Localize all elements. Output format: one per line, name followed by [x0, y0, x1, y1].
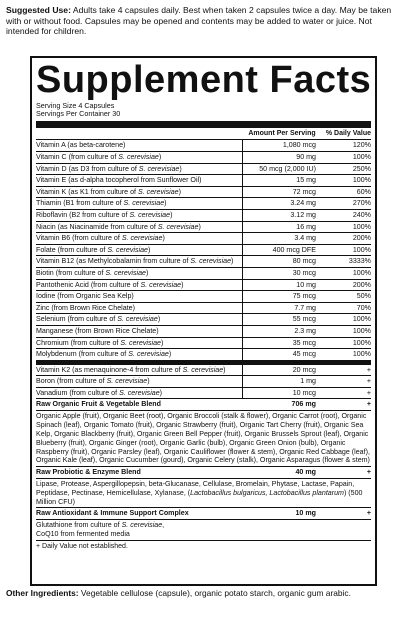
nutrient-row	[36, 388, 371, 400]
nutrient-amount: 3.12 mg	[242, 210, 322, 221]
nutrient-amount: 72 mcg	[242, 187, 322, 198]
other-ingredients-label: Other Ingredients:	[6, 588, 79, 598]
servings-per-container: Servings Per Container 30	[36, 109, 121, 119]
nutrient-name: Iodine (from Organic Sea Kelp)	[36, 292, 134, 301]
blend-name: Raw Organic Fruit & Vegetable Blend	[36, 400, 161, 409]
nutrient-name: Vitamin B6 (from culture of S. cerevisiae)	[36, 234, 165, 243]
nutrient-row	[36, 314, 371, 326]
nutrient-dv: 100%	[352, 268, 371, 277]
blend-ingredients	[36, 520, 371, 541]
nutrient-name: Vitamin K (as K1 from culture of S. cerevisiae)	[36, 187, 181, 196]
nutrient-row	[36, 326, 371, 338]
blend-header	[36, 467, 371, 478]
nutrient-name: Boron (from culture of S. cerevisiae)	[36, 377, 150, 386]
nutrient-amount: 400 mcg DFE	[242, 245, 322, 256]
other-ingredients-text: Vegetable cellulose (capsule), organic potato starch, organic gum arabic.	[78, 588, 351, 598]
nutrient-amount: 3.4 mg	[242, 233, 322, 244]
nutrient-row	[36, 280, 371, 292]
nutrient-row	[36, 365, 371, 377]
blend-name: Raw Antioxidant & Immune Support Complex	[36, 509, 189, 518]
nutrient-row	[36, 222, 371, 234]
blend-text-italic: Lactobacillus bulgaricus, Lactobacillus plantarum	[190, 488, 344, 497]
blend-text: Lipase, Protease, Aspergillopepsin, beta-Glucanase, Cellulase, Bromelain, Phytase, Lactase, Papain, Peptidase, Pectinase, Hemicellulase, Xylanase, (	[36, 479, 355, 497]
nutrient-row	[36, 376, 371, 388]
blend-text-italic: S. cerevisiae	[121, 520, 163, 529]
nutrient-row	[36, 175, 371, 187]
nutrient-row	[36, 268, 371, 280]
nutrient-name: Vanadium (from culture of S. cerevisiae)	[36, 388, 163, 397]
nutrient-dv: 270%	[352, 199, 371, 208]
nutrient-dv: 240%	[352, 210, 371, 219]
nutrient-name: Biotin (from culture of S. cerevisiae)	[36, 268, 149, 277]
nutrient-amount: 55 mcg	[242, 314, 322, 325]
dv-header: % Daily Value	[325, 129, 371, 137]
blend-header	[36, 399, 371, 410]
nutrient-name: Riboflavin (B2 from culture of S. cerevisiae)	[36, 210, 173, 219]
nutrient-amount: 35 mcg	[242, 338, 322, 349]
nutrient-row	[36, 291, 371, 303]
nutrient-amount: 50 mcg (2,000 IU)	[242, 164, 322, 175]
nutrient-row	[36, 198, 371, 210]
nutrient-amount: 10 mg	[242, 280, 322, 291]
blend-amount: 10 mg	[295, 509, 316, 518]
nutrient-dv: 250%	[352, 164, 371, 173]
nutrient-row	[36, 164, 371, 176]
nutrient-dv: 100%	[352, 176, 371, 185]
nutrient-dv: 100%	[352, 315, 371, 324]
supplement-facts-panel	[30, 56, 377, 586]
nutrient-row	[36, 140, 371, 152]
nutrient-row	[36, 187, 371, 199]
nutrient-amount: 80 mcg	[242, 256, 322, 267]
nutrient-dv: 100%	[352, 222, 371, 231]
nutrient-name: Vitamin C (from culture of S. cerevisiae)	[36, 153, 162, 161]
nutrient-amount: 75 mcg	[242, 291, 322, 302]
nutrient-row	[36, 349, 371, 361]
nutrient-dv: +	[366, 365, 371, 374]
blend-dv: +	[366, 468, 371, 477]
blend-dv: +	[366, 509, 371, 518]
blend-text: Glutathione from culture of	[36, 520, 122, 529]
nutrient-dv: 200%	[352, 234, 371, 243]
nutrient-name: Pantothenic Acid (from culture of S. cerevisiae)	[36, 280, 184, 289]
nutrient-amount: 2.3 mg	[242, 326, 322, 337]
nutrient-amount: 15 mg	[242, 175, 322, 186]
blend-dv: +	[366, 400, 371, 409]
nutrient-row	[36, 256, 371, 268]
nutrient-dv: 70%	[356, 303, 371, 312]
nutrient-amount: 3.24 mg	[242, 198, 322, 209]
amount-header: Amount Per Serving	[248, 129, 316, 137]
nutrient-dv: 100%	[352, 153, 371, 161]
blend-ingredients: Organic Apple (fruit), Organic Beet (root), Organic Broccoli (stalk & flower), Organic Carrot (root), Organic Spinach (leaf), Organic Tomato (fruit), Organic Strawberry (fruit), Organic Tart Cherry (fruit), Organic Sea Kelp, Organic Blackberry (fruit), Organic Green Bell Pepper (fruit), Organic Brussels Sprout (leaf), Organic Blueberry (fruit), Organic Ginger (root), Organic Garlic (bulb), Organic Green Onion (bulb), Organic Raspberry (fruit), Organic Parsley (leaf), Organic Cauliflower (flower & stem), Organic Red Cabbage (leaf), Organic Kale (leaf), Organic Cucumber (gourd), Organic Celery (stalk), Organic Asparagus (flower & stem)	[36, 411, 371, 467]
blend-text: ) (500 Million CFU)	[36, 488, 363, 506]
nutrient-name: Vitamin A (as beta-carotene)	[36, 141, 126, 150]
other-ingredients	[6, 588, 400, 598]
nutrient-row	[36, 210, 371, 222]
blend-amount: 40 mg	[295, 468, 316, 477]
nutrient-name: Zinc (from Brown Rice Chelate)	[36, 303, 135, 312]
nutrient-name: Folate (from culture of S. cerevisiae)	[36, 245, 151, 254]
nutrient-dv: 100%	[352, 326, 371, 335]
nutrient-amount: 10 mcg	[242, 388, 322, 399]
nutrient-dv: +	[366, 377, 371, 386]
nutrient-dv: 100%	[352, 350, 371, 359]
other-nutrient-list	[36, 365, 371, 400]
suggested-use-text: Adults take 4 capsules daily. Best when taken 2 capsules twice a day. May be taken with or without food. Capsules may be opened and contents may be added to water or juice. Not intended for children.	[6, 5, 392, 37]
nutrient-row	[36, 233, 371, 245]
nutrient-name: Manganese (from Brown Rice Chelate)	[36, 326, 159, 335]
nutrient-name: Thiamin (B1 from culture of S. cerevisiae)	[36, 199, 167, 208]
blend-text: ,	[162, 520, 165, 529]
thick-divider	[36, 121, 371, 128]
nutrient-name: Molybdenum (from culture of S. cerevisiae)	[36, 350, 172, 359]
nutrient-amount: 16 mg	[242, 222, 322, 233]
blend-ingredients	[36, 479, 371, 509]
nutrient-dv: 120%	[352, 141, 371, 150]
nutrient-amount: 20 mcg	[242, 365, 322, 376]
nutrient-dv: 60%	[356, 187, 371, 196]
nutrient-dv: 3333%	[348, 257, 371, 266]
nutrient-name: Vitamin E (as d-alpha tocopherol from Sunflower Oil)	[36, 176, 202, 185]
nutrient-amount: 1 mg	[242, 376, 322, 387]
nutrient-row	[36, 338, 371, 350]
suggested-use-label: Suggested Use:	[6, 5, 71, 15]
blend-header	[36, 508, 371, 519]
nutrient-name: Vitamin D (as D3 from culture of S. cerevisiae)	[36, 164, 182, 173]
nutrient-dv: 200%	[352, 280, 371, 289]
nutrient-dv: 50%	[356, 292, 371, 301]
blend-amount: 706 mg	[291, 400, 316, 409]
nutrient-amount: 7.7 mg	[242, 303, 322, 314]
nutrient-row	[36, 152, 371, 164]
footnote: + Daily Value not established.	[36, 542, 128, 550]
column-header	[36, 128, 371, 141]
serving-info	[36, 100, 371, 119]
serving-size: Serving Size 4 Capsules	[36, 101, 115, 110]
nutrient-dv: 100%	[352, 245, 371, 254]
nutrient-row	[36, 303, 371, 315]
nutrient-row	[36, 245, 371, 257]
nutrient-name: Vitamin B12 (as Methylcobalamin from culture of S. cerevisiae)	[36, 257, 234, 266]
nutrient-name: Selenium (from culture of S. cerevisiae)	[36, 315, 161, 324]
panel-title: Supplement Facts	[36, 59, 372, 101]
suggested-use	[6, 5, 400, 37]
nutrient-amount: 30 mcg	[242, 268, 322, 279]
nutrient-dv: 100%	[352, 338, 371, 347]
nutrient-name: Niacin (as Niacinamide from culture of S. cerevisiae)	[36, 222, 201, 231]
blend-name: Raw Probiotic & Enzyme Blend	[36, 468, 141, 477]
nutrient-amount: 1,080 mcg	[242, 140, 322, 151]
nutrient-amount: 45 mcg	[242, 349, 322, 360]
blend-text: CoQ10 from fermented media	[36, 529, 130, 538]
nutrient-name: Vitamin K2 (as menaquinone-4 from culture of S. cerevisiae)	[36, 365, 226, 374]
nutrient-name: Chromium (from culture of S. cerevisiae)	[36, 338, 164, 347]
nutrient-list	[36, 140, 371, 360]
nutrient-amount: 90 mg	[242, 152, 322, 163]
nutrient-dv: +	[366, 388, 371, 397]
